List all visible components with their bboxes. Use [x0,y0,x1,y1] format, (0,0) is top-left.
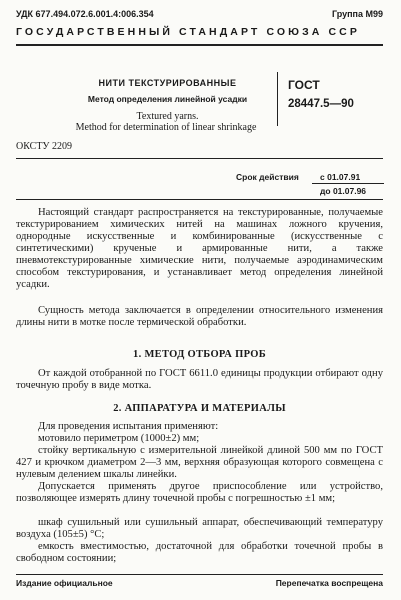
gost-number: 28447.5—90 [288,98,354,110]
standard-banner: ГОСУДАРСТВЕННЫЙ СТАНДАРТ СОЮЗА ССР [16,26,360,38]
apparatus-item-5: емкость вместимостью, достаточной для обработки точечной пробы в свободном состоянии; [16,541,383,564]
section-2-intro: Для проведения испытания применяют: [38,421,219,432]
footer-edition: Издание официальное [16,578,113,588]
section-1-text: От каждой отобранной по ГОСТ 6611.0 единицы продукции отбирают одну точечную пробу в виде мотка. [16,368,383,391]
footer-rule [16,574,383,575]
footer-reprint-notice: Перепечатка воспрещена [275,578,383,588]
apparatus-item-4: шкаф сушильный или сушильный аппарат, обеспечивающий температуру воздуха (105±5) °С; [16,517,383,540]
header-rule [16,44,383,46]
validity-to: до 01.07.96 [320,186,367,196]
section-1-heading: 1. МЕТОД ОТБОРА ПРОБ [133,349,266,360]
title-divider [277,72,278,126]
okstu-code: ОКСТУ 2209 [16,141,73,152]
apparatus-item-3: Допускается применять другое приспособление или устройство, позволяющее измерять длину точечной пробы с погрешностью ±1 мм; [16,481,383,504]
okstu-rule [16,158,383,159]
intro-paragraph-2: Сущность метода заключается в определении относительного изменения длины нити в мотке после термической обработки. [16,305,383,328]
doc-subtitle: Метод определения линейной усадки [87,94,248,104]
validity-bottom-rule [16,199,383,200]
section-2-heading: 2. АППАРАТУРА И МАТЕРИАЛЫ [113,403,286,414]
udk-code: УДК 677.494.072.6.001.4:006.354 [16,9,154,19]
gost-label: ГОСТ [288,78,320,92]
doc-title: НИТИ ТЕКСТУРИРОВАННЫЕ [98,78,237,88]
apparatus-item-2: стойку вертикальную с измерительной линейкой длиной 500 мм по ГОСТ 427 и крючком диаметром 2—3 мм, верхняя образующая которого совмещена с нулевым делением шкалы линейки. [16,445,383,480]
validity-rule [312,183,384,184]
group-code: Группа М99 [331,9,383,19]
apparatus-item-1: мотовило периметром (1000±2) мм; [38,433,200,444]
doc-title-en: Textured yarns. [136,111,199,122]
validity-label: Срок действия [236,172,299,182]
validity-from: с 01.07.91 [320,172,361,182]
intro-paragraph-1: Настоящий стандарт распространяется на текстурированные, получаемые текстурированием химических нитей на машинах ложного кручения, однородные искусственные и комбинированные (искусственные с синтетическими) крученые и армированные нити, а также пневмотекстурированные химические нити, получаемые аэродинамическим способом текстурирования, и устанавливает метод определения линейной усадки. [16,207,383,290]
doc-subtitle-en: Method for determination of linear shrinkage [75,122,257,133]
